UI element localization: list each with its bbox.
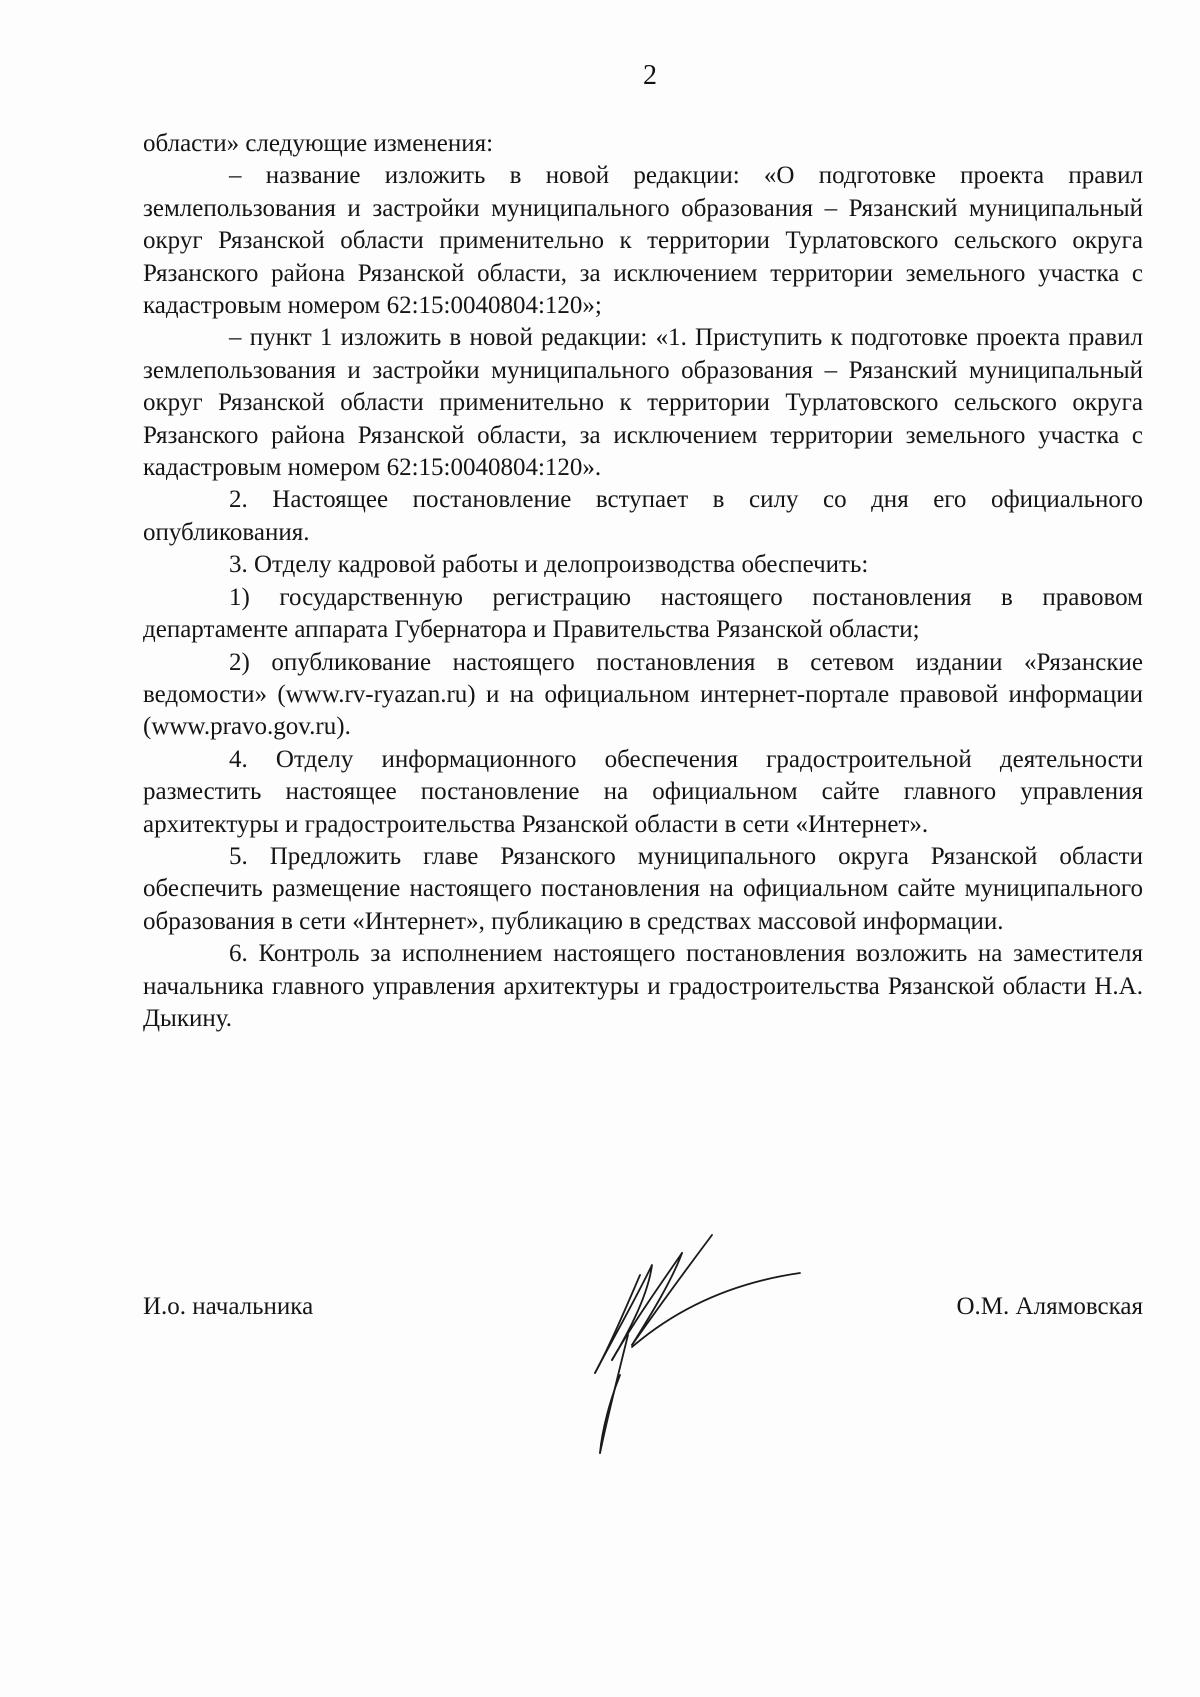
paragraph: 2) опубликование настоящего постановления в сетевом издании «Рязанские ведомости» (www.rv-ryazan.ru) и на официальном интернет-портале правовой информации (www.pravo.gov.ru).: [143, 648, 1143, 741]
document-body: [143, 128, 1143, 1035]
page-number: 2: [643, 60, 657, 91]
paragraph: 1) государственную регистрацию настоящего постановления в правовом департаменте аппарата Губернатора и Правительства Рязанской области;: [143, 583, 1143, 644]
signatory-name: О.М. Алямовская: [956, 1293, 1143, 1320]
paragraph: 4. Отделу информационного обеспечения градостроительной деятельности разместить настоящее постановление на официальном сайте главного управления архитектуры и градостроительства Рязанской области в сети «Интернет».: [143, 745, 1143, 838]
paragraph: области» следующие изменения:: [143, 130, 494, 157]
paragraph: 5. Предложить главе Рязанского муниципального округа Рязанской области обеспечить размещение настоящего постановления на официальном сайте муниципального образования в сети «Интернет», публикацию в средствах массовой информации.: [143, 842, 1143, 935]
signatory-position: И.о. начальника: [143, 1293, 314, 1320]
handwritten-signature: [590, 1225, 830, 1455]
paragraph: – название изложить в новой редакции: «О подготовке проекта правил землепользования и застройки муниципального образования – Рязанский муниципальный округ Рязанской области применительно к территории Турлатовского сельского округа Рязанского района Рязанской области, за исключением территории земельного участка с кадастровым номером 62:15:0040804:120»;: [143, 162, 1143, 320]
paragraph: 3. Отделу кадровой работы и делопроизводства обеспечить:: [229, 551, 869, 579]
paragraph: 2. Настоящее постановление вступает в силу со дня его официального опубликования.: [143, 486, 1143, 546]
paragraph: – пункт 1 изложить в новой редакции: «1. Приступить к подготовке проекта правил землепользования и застройки муниципального образования – Рязанский муниципальный округ Рязанской области применительно к территории Турлатовского сельского округа Рязанского района Рязанской области, за исключением территории земельного участка с кадастровым номером 62:15:0040804:120».: [143, 324, 1143, 482]
paragraph: 6. Контроль за исполнением настоящего постановления возложить на заместителя начальника главного управления архитектуры и градостроительства Рязанской области Н.А. Дыкину.: [143, 940, 1143, 1032]
